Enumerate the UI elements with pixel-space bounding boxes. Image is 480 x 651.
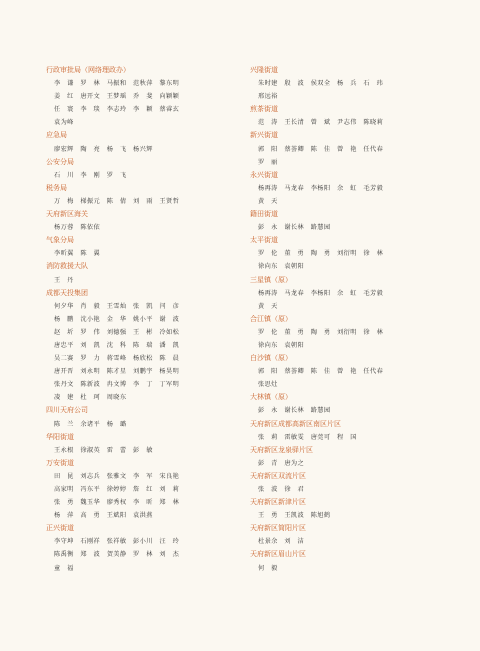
name-line: 杨再涛 马龙春 李杨阳 余 虹 毛芳毅: [258, 184, 384, 192]
name-line: 吴二赛 罗 力 蒋雪峰 杨欣松 陈 晨: [54, 355, 180, 363]
name-line: 王 勇 王凯波 陈旭鹤: [258, 512, 331, 520]
name-line: 张 勇 魏玉华 廖秀权 李 昕 郑 林: [54, 499, 180, 507]
section-title: 消防救援大队: [46, 262, 88, 271]
section-title: 白沙镇（原）: [250, 354, 292, 363]
name-line: 田 昆 刘志兵 张雅文 李 军 宋良艳: [54, 472, 180, 480]
section-title: 天府新区成都高新区南区片区: [250, 419, 341, 428]
section-title: 天府新区简阳片区: [250, 524, 306, 533]
name-line: 徐向东 袁朝阳: [258, 263, 305, 271]
name-line: 范 涛 王长清 曾 斌 尹志伟 陈晓莉: [258, 119, 384, 127]
name-line: 黄 天: [258, 197, 278, 205]
section-title: 天府新区海关: [46, 210, 88, 219]
name-line: 何夕华 肖 毅 王雪灿 张 凯 闫 彦: [54, 302, 180, 310]
name-line: 张思灶: [258, 381, 278, 389]
name-line: 赵 圻 罗 伟 刘德强 王 彬 冷如松: [54, 328, 180, 336]
section-title: 天府新区新津片区: [250, 498, 306, 507]
section-title: 天府新区龙泉驿片区: [250, 445, 313, 454]
section-title: 华阳街道: [46, 432, 74, 441]
section-title: 合江镇（原）: [250, 314, 292, 323]
section-title: 应急局: [46, 131, 67, 140]
name-line: 王永根 徐淑英 雷 蕾 彭 敏: [54, 446, 153, 454]
name-line: 王 丹: [54, 276, 74, 284]
name-line: 高家明 冯东平 徐婷婷 詹 红 刘 莉: [54, 486, 180, 493]
right-column: [250, 64, 445, 575]
name-line: 彭 青 唐为之: [258, 459, 305, 467]
section-title: 气象分局: [46, 236, 74, 245]
name-line: 唐忠平 刘 凯 沈 科 陈 瑞 潘 凯: [54, 341, 180, 349]
name-line: 朱时建 殷 波 侯双全 杨 兵 石 玮: [258, 80, 384, 88]
name-line: 张 莉 雷敏雯 唐莞可 程 国: [258, 433, 357, 441]
section-title: 籍田街道: [250, 210, 278, 219]
name-line: 杨万蓉 陈依依: [54, 224, 101, 232]
name-line: 陈禹衡 郑 波 贺美静 罗 林 刘 杰: [54, 551, 180, 559]
section-title: 公安分局: [46, 157, 74, 166]
section-title: 税务局: [46, 183, 67, 192]
name-line: 凌 建 杜 珂 周晓东: [54, 394, 127, 402]
name-line: 李昕翼 陈 翼: [54, 250, 101, 258]
left-column: [46, 64, 241, 575]
name-line: 罗 丽: [258, 158, 278, 166]
name-line: 任 寰 李 琰 李志玲 李 颖 蔡睿玄: [54, 106, 180, 114]
name-line: 郭 阳 蔡荟卿 陈 佳 曾 艳 任代春: [258, 145, 384, 153]
name-line: 陈 兰 余诸平 杨 璐: [54, 420, 127, 428]
section-title: 兴隆街道: [250, 66, 278, 74]
name-line: 何 毅: [258, 564, 278, 572]
name-line: 杨再涛 马龙春 李杨阳 余 虹 毛芳毅: [258, 289, 384, 297]
section-title: 天府新区双流片区: [250, 471, 306, 480]
section-title: 成都天投集团: [46, 288, 88, 297]
name-line: 罗 伦 董 勇 陶 勇 刘衍明 徐 林: [258, 328, 384, 336]
name-line: 李 谦 罗 林 马振和 范秋萍 黎东明: [54, 80, 180, 88]
section-title: 新兴街道: [250, 131, 278, 140]
name-line: 廖宏辉 陶 亮 杨 飞 杨兴辉: [54, 145, 153, 153]
name-line: 袁为峰: [54, 119, 74, 127]
name-line: 黄 天: [258, 302, 278, 310]
section-title: 天府新区眉山片区: [250, 550, 306, 559]
section-title: 大林镇（原）: [250, 393, 292, 402]
section-title: 太平街道: [250, 236, 278, 245]
name-line: 石 川 李 刚 罗 飞: [54, 171, 127, 179]
name-line: 邢远裕: [258, 93, 278, 101]
section-title: 四川天府公司: [46, 406, 88, 415]
section-title: 永兴街道: [250, 170, 278, 179]
name-line: 杨 鹏 沈小艳 金 华 姚小平 谢 波: [54, 315, 180, 323]
section-title: 万安街道: [46, 458, 74, 467]
section-title: 行政审批局（网络理政办）: [46, 66, 130, 74]
name-line: 张丹文 陈新波 冉文博 李 丁 丁军明: [54, 381, 180, 389]
name-line: 杜景余 刘 洁: [258, 538, 305, 546]
name-line: 李守坤 石刚祥 张祥敏 彭小川 汪 玲: [54, 538, 180, 546]
name-line: 童 福: [54, 564, 74, 572]
name-line: 张 波 徐 君: [258, 486, 305, 493]
name-line: 万 梅 梯振元 陈 倩 刘 雨 王贤哲: [54, 197, 180, 205]
name-line: 郭 阳 蔡荟卿 陈 佳 曾 艳 任代春: [258, 368, 384, 376]
name-line: 姜 红 唐开文 王梦瑶 乔 斐 向颖颖: [54, 93, 180, 101]
name-line: 杨 萍 高 勇 王斌阳 袁洪燕: [54, 512, 153, 520]
name-line: 彭 永 谢长林 路慧园: [258, 407, 331, 415]
section-title: 正兴街道: [46, 524, 74, 533]
section-title: 三星镇（原）: [250, 275, 292, 284]
name-line: 罗 伦 董 勇 陶 勇 刘衍明 徐 林: [258, 250, 384, 258]
name-line: 彭 永 谢长林 路慧园: [258, 224, 331, 232]
name-line: 徐向东 袁朝阳: [258, 341, 305, 349]
name-line: 唐开晋 刘永明 陈才星 刘鹏宇 杨昊明: [54, 368, 180, 376]
section-title: 煎茶街道: [250, 105, 278, 114]
